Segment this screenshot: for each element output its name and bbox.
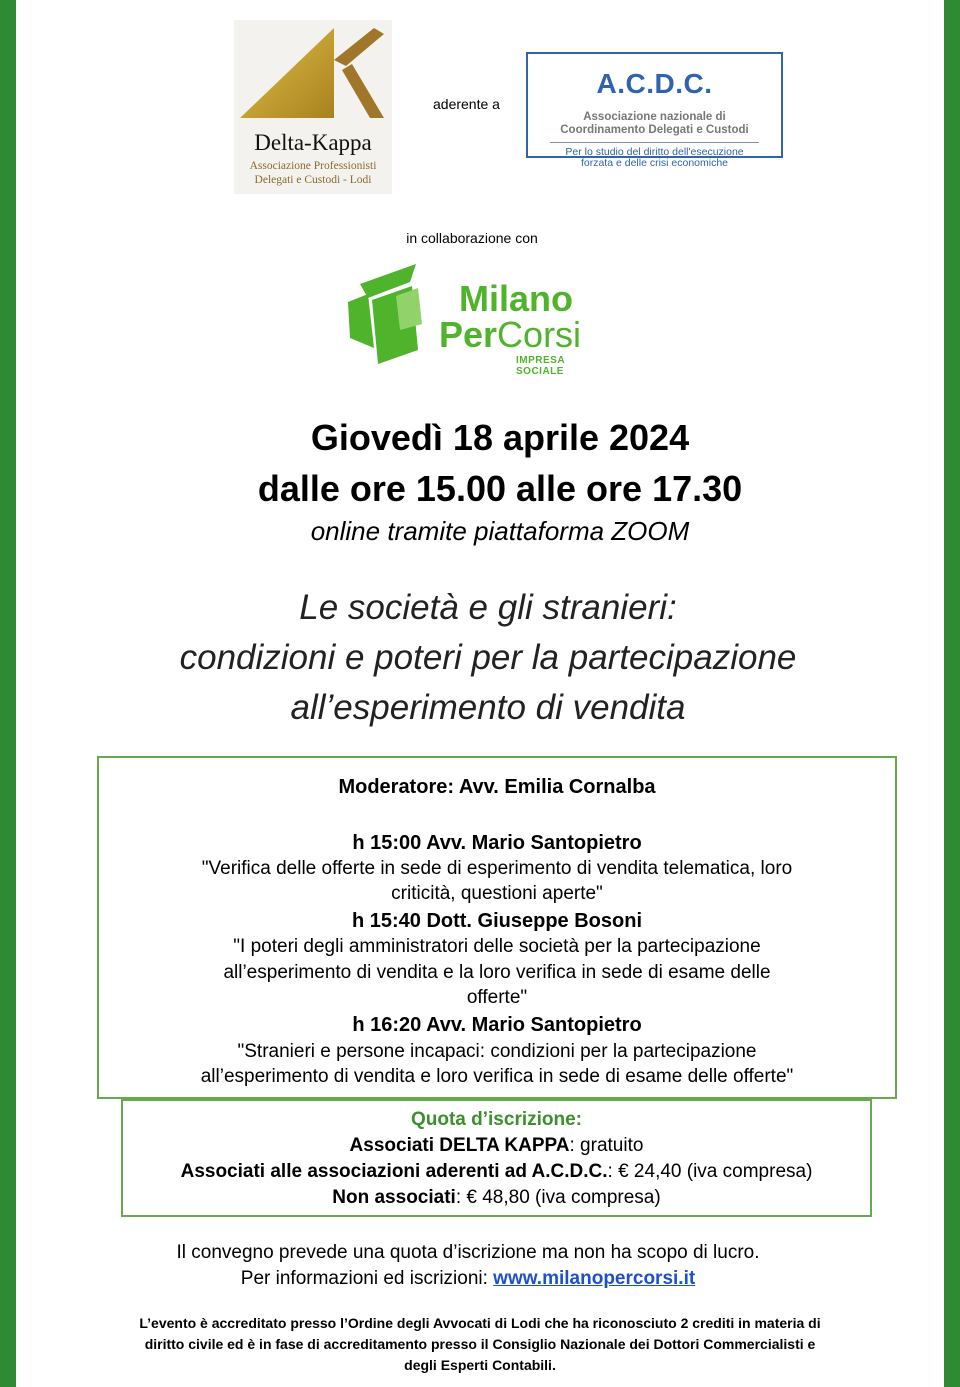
talk-title: "Stranieri e persone incapaci: condizioni per la partecipazione [237,1041,757,1062]
impresa-sociale-label: IMPRESA SOCIALE [516,355,565,377]
corsi-wordmark: Corsi [497,314,582,355]
info-line [0,1268,936,1290]
moderator: Moderatore: Avv. Emilia Cornalba [338,776,656,798]
collaboration-text: in collaborazione con [406,230,538,246]
quota-box [121,1099,872,1217]
acdc-divider [550,142,759,143]
talk-title: offerte" [466,987,528,1008]
website-link[interactable]: www.milanopercorsi.it [493,1268,696,1289]
talk-title: all’esperimento di vendita e loro verifica in sede di esame delle offerte" [200,1066,794,1087]
event-time: dalle ore 15.00 alle ore 17.30 [257,468,743,509]
talk-title: criticità, questioni aperte" [391,883,603,904]
quota-value: : € 24,40 (iva compresa) [607,1161,813,1182]
book-pages-icon [344,264,439,368]
acdc-tagline: Per lo studio del diritto dell'esecuzione [565,146,744,158]
talk-title: "Verifica delle offerte in sede di esperimento di vendita telematica, loro [201,858,793,879]
delta-kappa-name: Delta-Kappa [254,130,372,155]
quota-label: Associati alle associazioni aderenti ad A.C.D.C. [180,1161,608,1182]
delta-kappa-subtitle: Delegati e Custodi - Lodi [254,174,372,186]
event-title: Le società e gli stranieri: [299,588,677,627]
event-date: Giovedì 18 aprile 2024 [310,417,690,458]
non-profit-note: Il convegno prevede una quota d’iscrizione ma non ha scopo di lucro. [176,1242,760,1263]
acdc-subtitle: Associazione nazionale di [583,111,726,123]
delta-kappa-subtitle: Associazione Professionisti [249,160,377,172]
percorsi-wordmark [439,314,581,356]
quota-label: Associati DELTA KAPPA [349,1135,570,1156]
talk-speaker: h 16:20 Avv. Mario Santopietro [352,1014,642,1036]
quota-row [123,1161,870,1183]
talk-speaker: h 15:40 Dott. Giuseppe Bosoni [351,910,643,932]
event-title: condizioni e poteri per la partecipazione [179,638,797,677]
milano-percorsi-logo [344,264,614,377]
milano-wordmark: Milano [459,278,573,319]
talk-speaker: h 15:00 Avv. Mario Santopietro [352,832,642,854]
event-platform: online tramite piattaforma ZOOM [310,516,690,546]
acdc-title: A.C.D.C. [596,68,713,99]
accreditation-note: L’evento è accreditato presso l’Ordine degli Avvocati di Lodi che ha riconosciuto 2 crediti in materia di [139,1315,821,1331]
quota-label: Non associati [332,1187,456,1208]
quota-value: : € 48,80 (iva compresa) [455,1187,661,1208]
per-wordmark: Per [439,314,498,355]
program-box [97,756,897,1099]
quota-row [123,1135,870,1157]
acdc-logo [526,52,783,169]
acdc-tagline: forzata e delle crisi economiche [580,157,729,169]
event-title: all’esperimento di vendita [290,688,686,727]
aderente-text: aderente a [433,96,500,112]
talk-title: "I poteri degli amministratori delle società per la partecipazione [233,936,761,957]
talk-title: all’esperimento di vendita e la loro verifica in sede di esame delle [223,962,771,983]
delta-kappa-logo [234,20,392,194]
accreditation-note: degli Esperti Contabili. [404,1357,556,1373]
acdc-subtitle: Coordinamento Delegati e Custodi [560,124,749,136]
info-prefix: Per informazioni ed iscrizioni: [240,1268,494,1289]
quota-heading: Quota d’iscrizione: [410,1109,583,1130]
delta-kappa-emblem-icon [234,20,392,130]
accreditation-note: diritto civile ed è in fase di accreditamento presso il Consiglio Nazionale dei Dottori Commercialisti e [144,1336,816,1352]
quota-value: : gratuito [569,1135,644,1156]
quota-row [123,1187,870,1209]
